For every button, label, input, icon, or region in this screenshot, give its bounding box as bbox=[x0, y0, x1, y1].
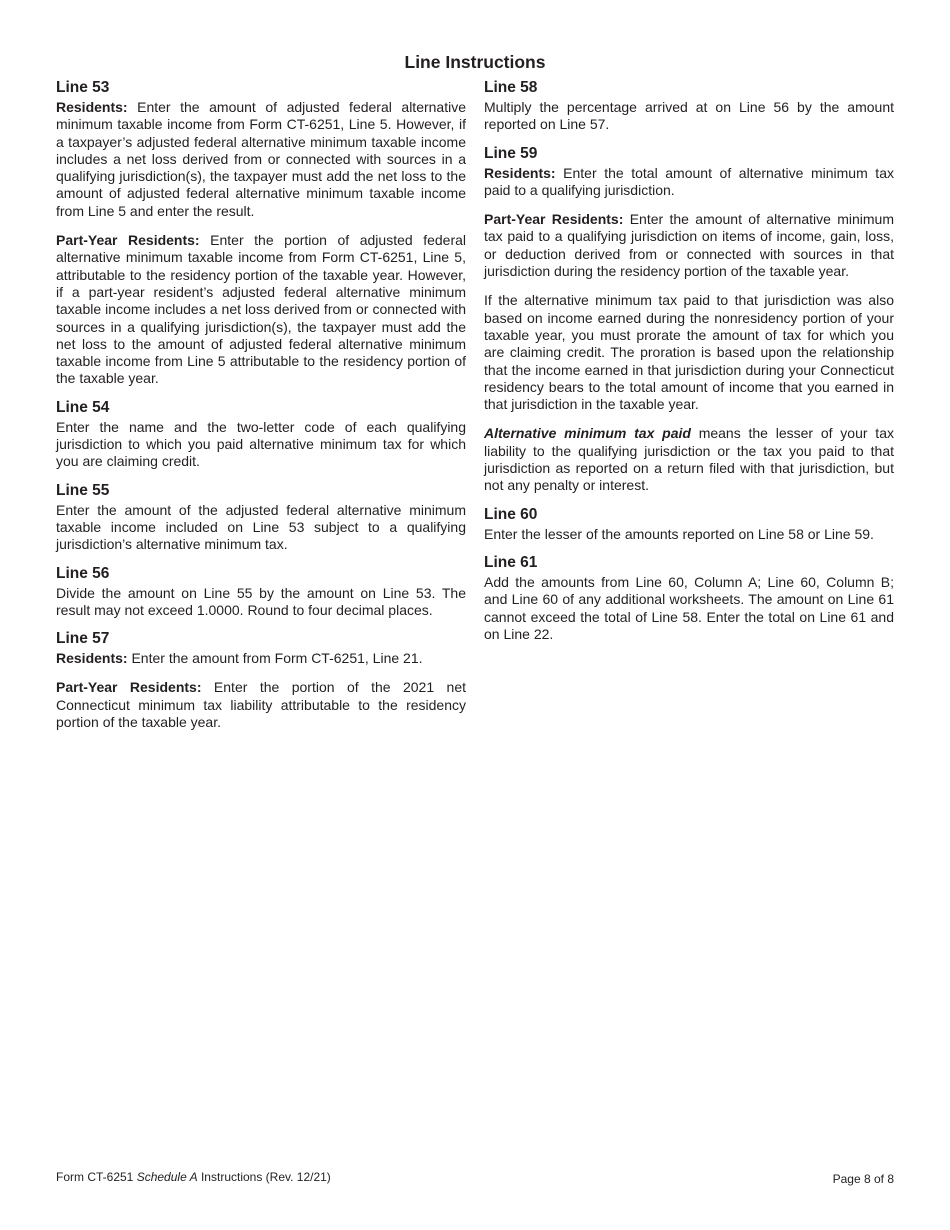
line-57-residents-text: Enter the amount from Form CT-6251, Line 21. bbox=[127, 650, 423, 667]
residents-label: Residents: bbox=[56, 99, 128, 115]
footer-form-name bbox=[56, 1170, 331, 1185]
defined-term: Alternative minimum tax paid bbox=[484, 425, 691, 442]
line-56-text: Divide the amount on Line 55 by the amount on Line 53. The result may not exceed 1.0000. Round to four decimal places. bbox=[56, 584, 466, 618]
section-line-54 bbox=[56, 397, 466, 471]
section-heading-line-57: Line 57 bbox=[56, 630, 110, 648]
line-59-residents-paragraph bbox=[484, 165, 894, 200]
part-year-residents-label: Part-Year Residents: bbox=[56, 679, 202, 696]
section-heading-line-59: Line 59 bbox=[484, 144, 538, 162]
line-53-residents-paragraph bbox=[56, 99, 466, 220]
footer-form-prefix: Form CT-6251 bbox=[56, 1170, 137, 1184]
line-54-text: Enter the name and the two-letter code of each qualifying jurisdiction to which you paid alternative minimum tax for which you are claiming credit. bbox=[56, 418, 466, 470]
line-53-part-year-text: Enter the portion of adjusted federal alternative minimum taxable income from Form CT-6251, Line 5, attributable to the residency portion of the taxable year. However, if a part-year resident’s adjusted federal alternative minimum taxable income includes a net loss derived from or connected with sources in a qualifying jurisdiction(s), the taxpayer must add the net loss to the amount of adjusted federal alternative minimum taxable income from Line 5 attributable to the residency portion of the taxable year. bbox=[56, 232, 467, 387]
section-line-59 bbox=[484, 143, 894, 495]
section-line-61 bbox=[484, 552, 894, 643]
residents-label: Residents: bbox=[56, 650, 128, 667]
section-line-58 bbox=[484, 77, 894, 134]
section-heading-line-55: Line 55 bbox=[56, 481, 110, 499]
line-59-part-year-text: Enter the amount of alternative minimum tax paid to a qualifying jurisdiction on items of income, gain, loss, or deduction derived from or connected with sources in that jurisdiction during the residency portion of the taxable year. bbox=[484, 211, 894, 280]
line-59-proration-paragraph: If the alternative minimum tax paid to that jurisdiction was also based on income earned during the nonresidency portion of your taxable year, you must prorate the amount of tax for which you are claiming credit. The proration is based upon the relationship that the income earned in that jurisdiction during your Connecticut residency bears to the total amount of income that you earned in that jurisdiction in the taxable year. bbox=[484, 292, 894, 413]
section-heading-line-60: Line 60 bbox=[484, 505, 538, 523]
right-column bbox=[484, 77, 894, 652]
line-55-text: Enter the amount of the adjusted federal alternative minimum taxable income included on Line 53 subject to a qualifying jurisdiction’s alternative minimum tax. bbox=[56, 501, 466, 553]
line-57-residents-paragraph bbox=[56, 650, 466, 667]
line-53-part-year-paragraph bbox=[56, 232, 466, 388]
section-heading-line-56: Line 56 bbox=[56, 564, 110, 582]
footer-page-number: Page 8 of 8 bbox=[832, 1172, 894, 1186]
line-59-part-year-paragraph bbox=[484, 211, 894, 280]
footer-form-suffix: Instructions (Rev. 12/21) bbox=[197, 1170, 331, 1184]
line-59-definition-paragraph bbox=[484, 425, 894, 494]
section-line-57 bbox=[56, 628, 466, 731]
line-61-text: Add the amounts from Line 60, Column A; Line 60, Column B; and Line 60 of any additional worksheets. The amount on Line 61 cannot exceed the total of Line 58. Enter the total on Line 61 and on Line 22. bbox=[484, 573, 894, 642]
section-line-60 bbox=[484, 504, 894, 543]
part-year-residents-label: Part-Year Residents: bbox=[56, 232, 200, 249]
line-53-residents-text: Enter the amount of adjusted federal alternative minimum taxable income from Form CT-6251, Line 5. However, if a taxpayer’s adjusted federal alternative minimum taxable income includes a net loss derived from or connected with sources in a qualifying jurisdiction(s), the taxpayer must add the net loss to the amount of adjusted federal alternative minimum taxable income from Line 5 and enter the result. bbox=[56, 99, 466, 219]
line-59-definition-text: means the lesser of your tax liability to the qualifying jurisdiction or the tax you paid to that jurisdiction as reported on a return filed with that jurisdiction, but not any penalty or interest. bbox=[484, 425, 894, 494]
residents-label: Residents: bbox=[484, 164, 556, 181]
section-line-56 bbox=[56, 563, 466, 620]
part-year-residents-label: Part-Year Residents: bbox=[484, 211, 624, 228]
line-58-text: Multiply the percentage arrived at on Line 56 by the amount reported on Line 57. bbox=[484, 99, 894, 133]
section-line-55 bbox=[56, 480, 466, 554]
footer-schedule: Schedule A bbox=[136, 1170, 198, 1184]
line-57-part-year-paragraph bbox=[56, 679, 466, 731]
page-title: Line Instructions bbox=[404, 52, 546, 72]
section-heading-line-53: Line 53 bbox=[56, 79, 110, 96]
left-column bbox=[56, 77, 466, 740]
section-line-53 bbox=[56, 77, 466, 388]
section-heading-line-54: Line 54 bbox=[56, 398, 110, 416]
section-heading-line-58: Line 58 bbox=[484, 79, 538, 96]
line-59-residents-text: Enter the total amount of alternative minimum tax paid to a qualifying jurisdiction. bbox=[484, 164, 894, 198]
line-57-part-year-text: Enter the portion of the 2021 net Connecticut minimum tax liability attributable to the residency portion of the taxable year. bbox=[56, 679, 467, 731]
section-heading-line-61: Line 61 bbox=[484, 553, 538, 571]
line-60-text: Enter the lesser of the amounts reported on Line 58 or Line 59. bbox=[484, 525, 874, 542]
